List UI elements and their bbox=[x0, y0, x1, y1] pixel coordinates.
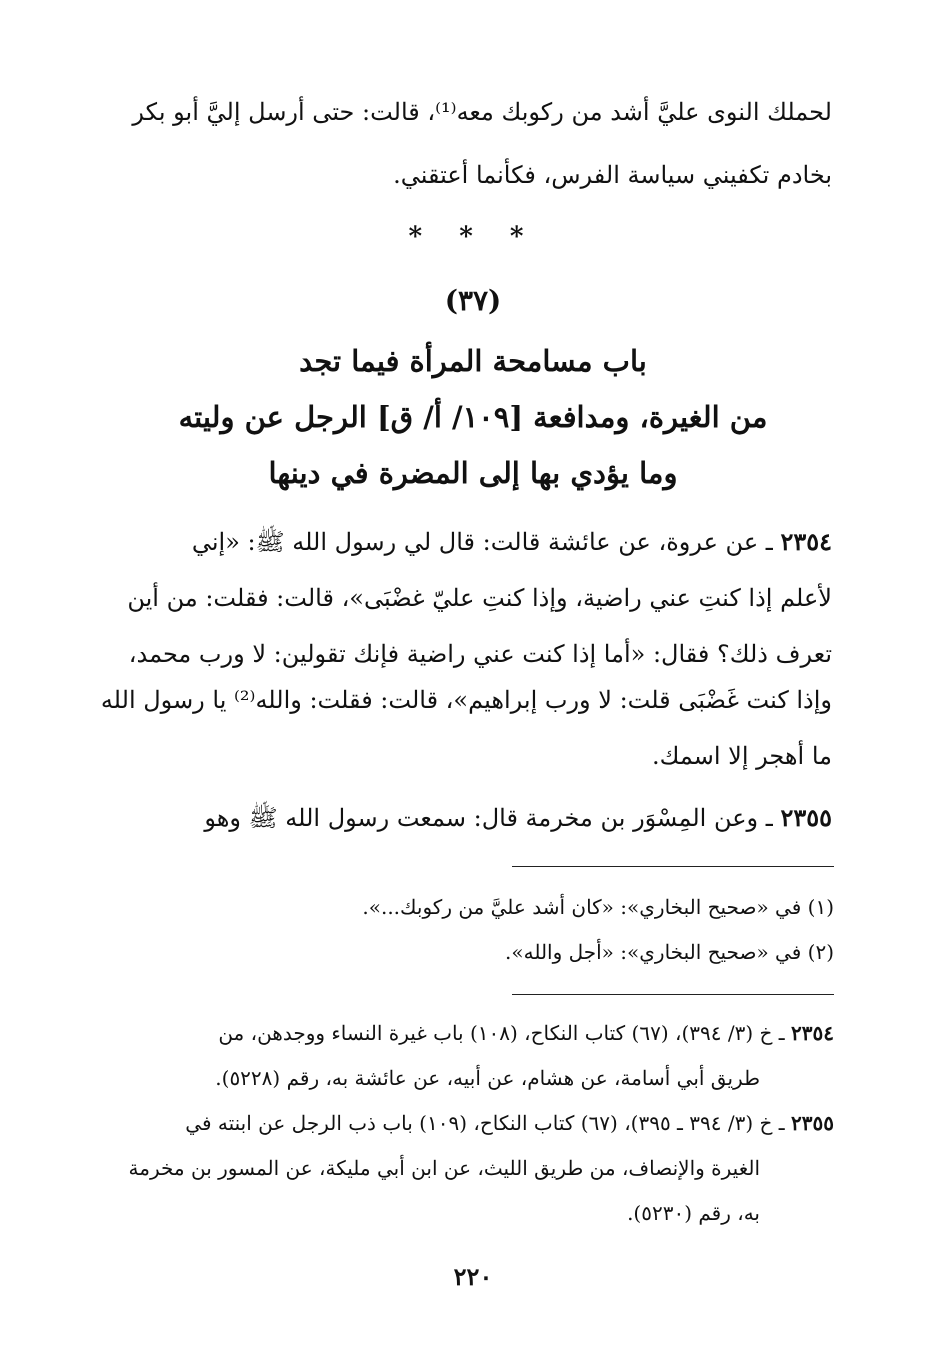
paragraph-line: بخادم تكفيني سياسة الفرس، فكأنما أعتقني. bbox=[393, 161, 832, 189]
chapter-number: (٣٧) bbox=[444, 284, 502, 317]
footnote-separator bbox=[512, 866, 834, 867]
hadith-line: ما أهجر إلا اسمك. bbox=[652, 742, 832, 770]
footnote: (١) في «صحيح البخاري»: «كان أشد عليَّ من ركوبك...». bbox=[362, 895, 834, 919]
hadith-line bbox=[114, 798, 832, 838]
chapter-title-line: وما يؤدي بها إلى المضرة في دينها bbox=[268, 456, 678, 490]
reference-text: ـ خ (٣/ ٣٩٤)، (٦٧) كتاب النكاح، (١٠٨) باب غيرة النساء ووجدهن، من bbox=[218, 1021, 785, 1045]
reference-line: طريق أبي أسامة، عن هشام، عن أبيه، عن عائشة به، رقم (٥٢٢٨). bbox=[215, 1066, 760, 1090]
reference-line bbox=[140, 1016, 834, 1050]
hadith-line: لأعلم إذا كنتِ عني راضية، وإذا كنتِ عليّ غضْبَى»، قالت: فقلت: من أين bbox=[127, 584, 832, 612]
hadith-line: تعرف ذلك؟ فقال: «أما إذا كنت عني راضية فإنك تقولين: لا ورب محمد، bbox=[128, 640, 832, 668]
reference-text: ـ خ (٣/ ٣٩٤ ـ ٣٩٥)، (٦٧) كتاب النكاح، (١٠٩) باب ذب الرجل عن ابنته في bbox=[185, 1111, 785, 1135]
hadith-line bbox=[114, 522, 832, 562]
hadith-number: ٢٣٥٥ bbox=[780, 803, 832, 832]
reference-number: ٢٣٥٤ bbox=[791, 1021, 834, 1045]
chapter-title-line: باب مسامحة المرأة فيما تجد bbox=[299, 344, 647, 378]
page-number: ٢٢٠ bbox=[453, 1262, 493, 1291]
hadith-number: ٢٣٥٤ bbox=[780, 527, 832, 556]
section-separator: * * * bbox=[408, 222, 538, 252]
paragraph-line: لحملك النوى عليَّ أشد من ركوبك معه⁽¹⁾، قالت: حتى أرسل إليَّ أبو بكر bbox=[132, 98, 832, 126]
footnote: (٢) في «صحيح البخاري»: «أجل والله». bbox=[505, 940, 834, 964]
reference-line: به، رقم (٥٢٣٠). bbox=[627, 1201, 760, 1225]
reference-line bbox=[140, 1106, 834, 1140]
reference-number: ٢٣٥٥ bbox=[791, 1111, 834, 1135]
chapter-title-line: من الغيرة، ومدافعة [١٠٩/ أ/ ق] الرجل عن وليته bbox=[178, 400, 768, 434]
references-separator bbox=[512, 994, 834, 995]
hadith-line: وإذا كنت غَضْبَى قلت: لا ورب إبراهيم»، قالت: فقلت: والله⁽²⁾ يا رسول الله bbox=[100, 686, 832, 714]
hadith-text: ـ وعن المِسْوَر بن مخرمة قال: سمعت رسول الله ﷺ وهو bbox=[204, 804, 773, 832]
hadith-text: ـ عن عروة، عن عائشة قالت: قال لي رسول الله ﷺ: «إني bbox=[191, 528, 773, 556]
reference-line: الغيرة والإنصاف، من طريق الليث، عن ابن أبي مليكة، عن المسور بن مخرمة bbox=[128, 1156, 760, 1180]
